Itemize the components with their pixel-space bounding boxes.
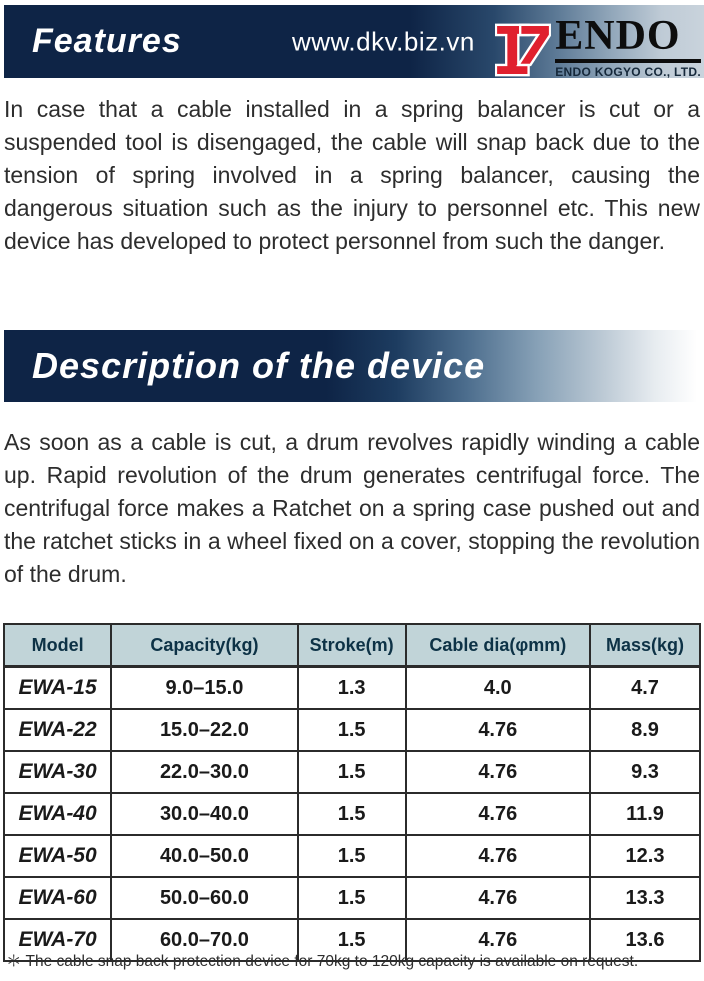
model-cell: EWA-50 bbox=[4, 835, 111, 877]
capacity-cell: 60.0–70.0 bbox=[111, 919, 298, 961]
table-row bbox=[4, 709, 700, 751]
cable-dia-cell: 4.76 bbox=[406, 793, 590, 835]
table-row bbox=[4, 751, 700, 793]
spec-table-header bbox=[4, 624, 700, 667]
endo-logo bbox=[495, 13, 701, 79]
stroke-cell: 1.5 bbox=[298, 751, 406, 793]
features-paragraph: In case that a cable installed in a spring balancer is cut or a suspended tool is disengaged, the cable will snap back due to the tension of spring involved in a spring balancer, causing the dangerous situation such as the injury to personnel etc. This new device has developed to protect personnel from such the danger. bbox=[4, 96, 700, 254]
mass-cell: 12.3 bbox=[590, 835, 700, 877]
spec-table bbox=[3, 623, 701, 962]
website-text: www.dkv.biz.vn bbox=[292, 26, 475, 56]
description-paragraph: As soon as a cable is cut, a drum revolves rapidly winding a cable up. Rapid revolution of the drum generates centrifugal force. The centrifugal force makes a Ratchet on a spring case pushed out and the ratchet sticks in a wheel fixed on a cover, stopping the revolution of the drum. bbox=[4, 429, 700, 587]
features-banner-title: Features bbox=[32, 22, 182, 60]
capacity-cell: 9.0–15.0 bbox=[111, 667, 298, 710]
stroke-cell: 1.5 bbox=[298, 835, 406, 877]
header-capacity: Capacity(kg) bbox=[111, 624, 298, 667]
table-row bbox=[4, 877, 700, 919]
mass-cell: 13.3 bbox=[590, 877, 700, 919]
mass-cell: 4.7 bbox=[590, 667, 700, 710]
endo-company-name: ENDO KOGYO CO., LTD. bbox=[555, 64, 701, 79]
header-stroke: Stroke(m) bbox=[298, 624, 406, 667]
header-row bbox=[4, 624, 700, 667]
mass-cell: 8.9 bbox=[590, 709, 700, 751]
header-model: Model bbox=[4, 624, 111, 667]
model-cell: EWA-30 bbox=[4, 751, 111, 793]
cable-dia-cell: 4.76 bbox=[406, 835, 590, 877]
table-row bbox=[4, 793, 700, 835]
capacity-cell: 30.0–40.0 bbox=[111, 793, 298, 835]
header-mass: Mass(kg) bbox=[590, 624, 700, 667]
model-cell: EWA-15 bbox=[4, 667, 111, 710]
capacity-cell: 40.0–50.0 bbox=[111, 835, 298, 877]
cable-dia-cell: 4.76 bbox=[406, 709, 590, 751]
stroke-cell: 1.5 bbox=[298, 793, 406, 835]
endo-brand-name: ENDO bbox=[555, 17, 701, 63]
capacity-cell: 50.0–60.0 bbox=[111, 877, 298, 919]
header-cable-dia: Cable dia(φmm) bbox=[406, 624, 590, 667]
cable-dia-cell: 4.76 bbox=[406, 919, 590, 961]
description-banner-title: Description of the device bbox=[32, 345, 486, 386]
table-row bbox=[4, 667, 700, 710]
cable-dia-cell: 4.76 bbox=[406, 877, 590, 919]
stroke-cell: 1.5 bbox=[298, 709, 406, 751]
endo-logo-text bbox=[555, 13, 701, 79]
cable-dia-cell: 4.76 bbox=[406, 751, 590, 793]
model-cell: EWA-70 bbox=[4, 919, 111, 961]
model-cell: EWA-22 bbox=[4, 709, 111, 751]
description-banner bbox=[4, 330, 704, 402]
stroke-cell: 1.5 bbox=[298, 919, 406, 961]
model-cell: EWA-60 bbox=[4, 877, 111, 919]
mass-cell: 9.3 bbox=[590, 751, 700, 793]
capacity-cell: 22.0–30.0 bbox=[111, 751, 298, 793]
stroke-cell: 1.5 bbox=[298, 877, 406, 919]
capacity-cell: 15.0–22.0 bbox=[111, 709, 298, 751]
cable-dia-cell: 4.0 bbox=[406, 667, 590, 710]
features-banner bbox=[4, 5, 704, 78]
mass-cell: 11.9 bbox=[590, 793, 700, 835]
footnote-text: The cable snap back protection device for 70kg to 120kg capacity is available on request. bbox=[25, 953, 639, 970]
stroke-cell: 1.3 bbox=[298, 667, 406, 710]
footnote bbox=[6, 949, 638, 971]
table-row bbox=[4, 835, 700, 877]
mass-cell: 13.6 bbox=[590, 919, 700, 961]
footnote-asterisk: ＊ bbox=[6, 953, 22, 970]
model-cell: EWA-40 bbox=[4, 793, 111, 835]
endo-logo-mark-icon bbox=[495, 21, 551, 79]
